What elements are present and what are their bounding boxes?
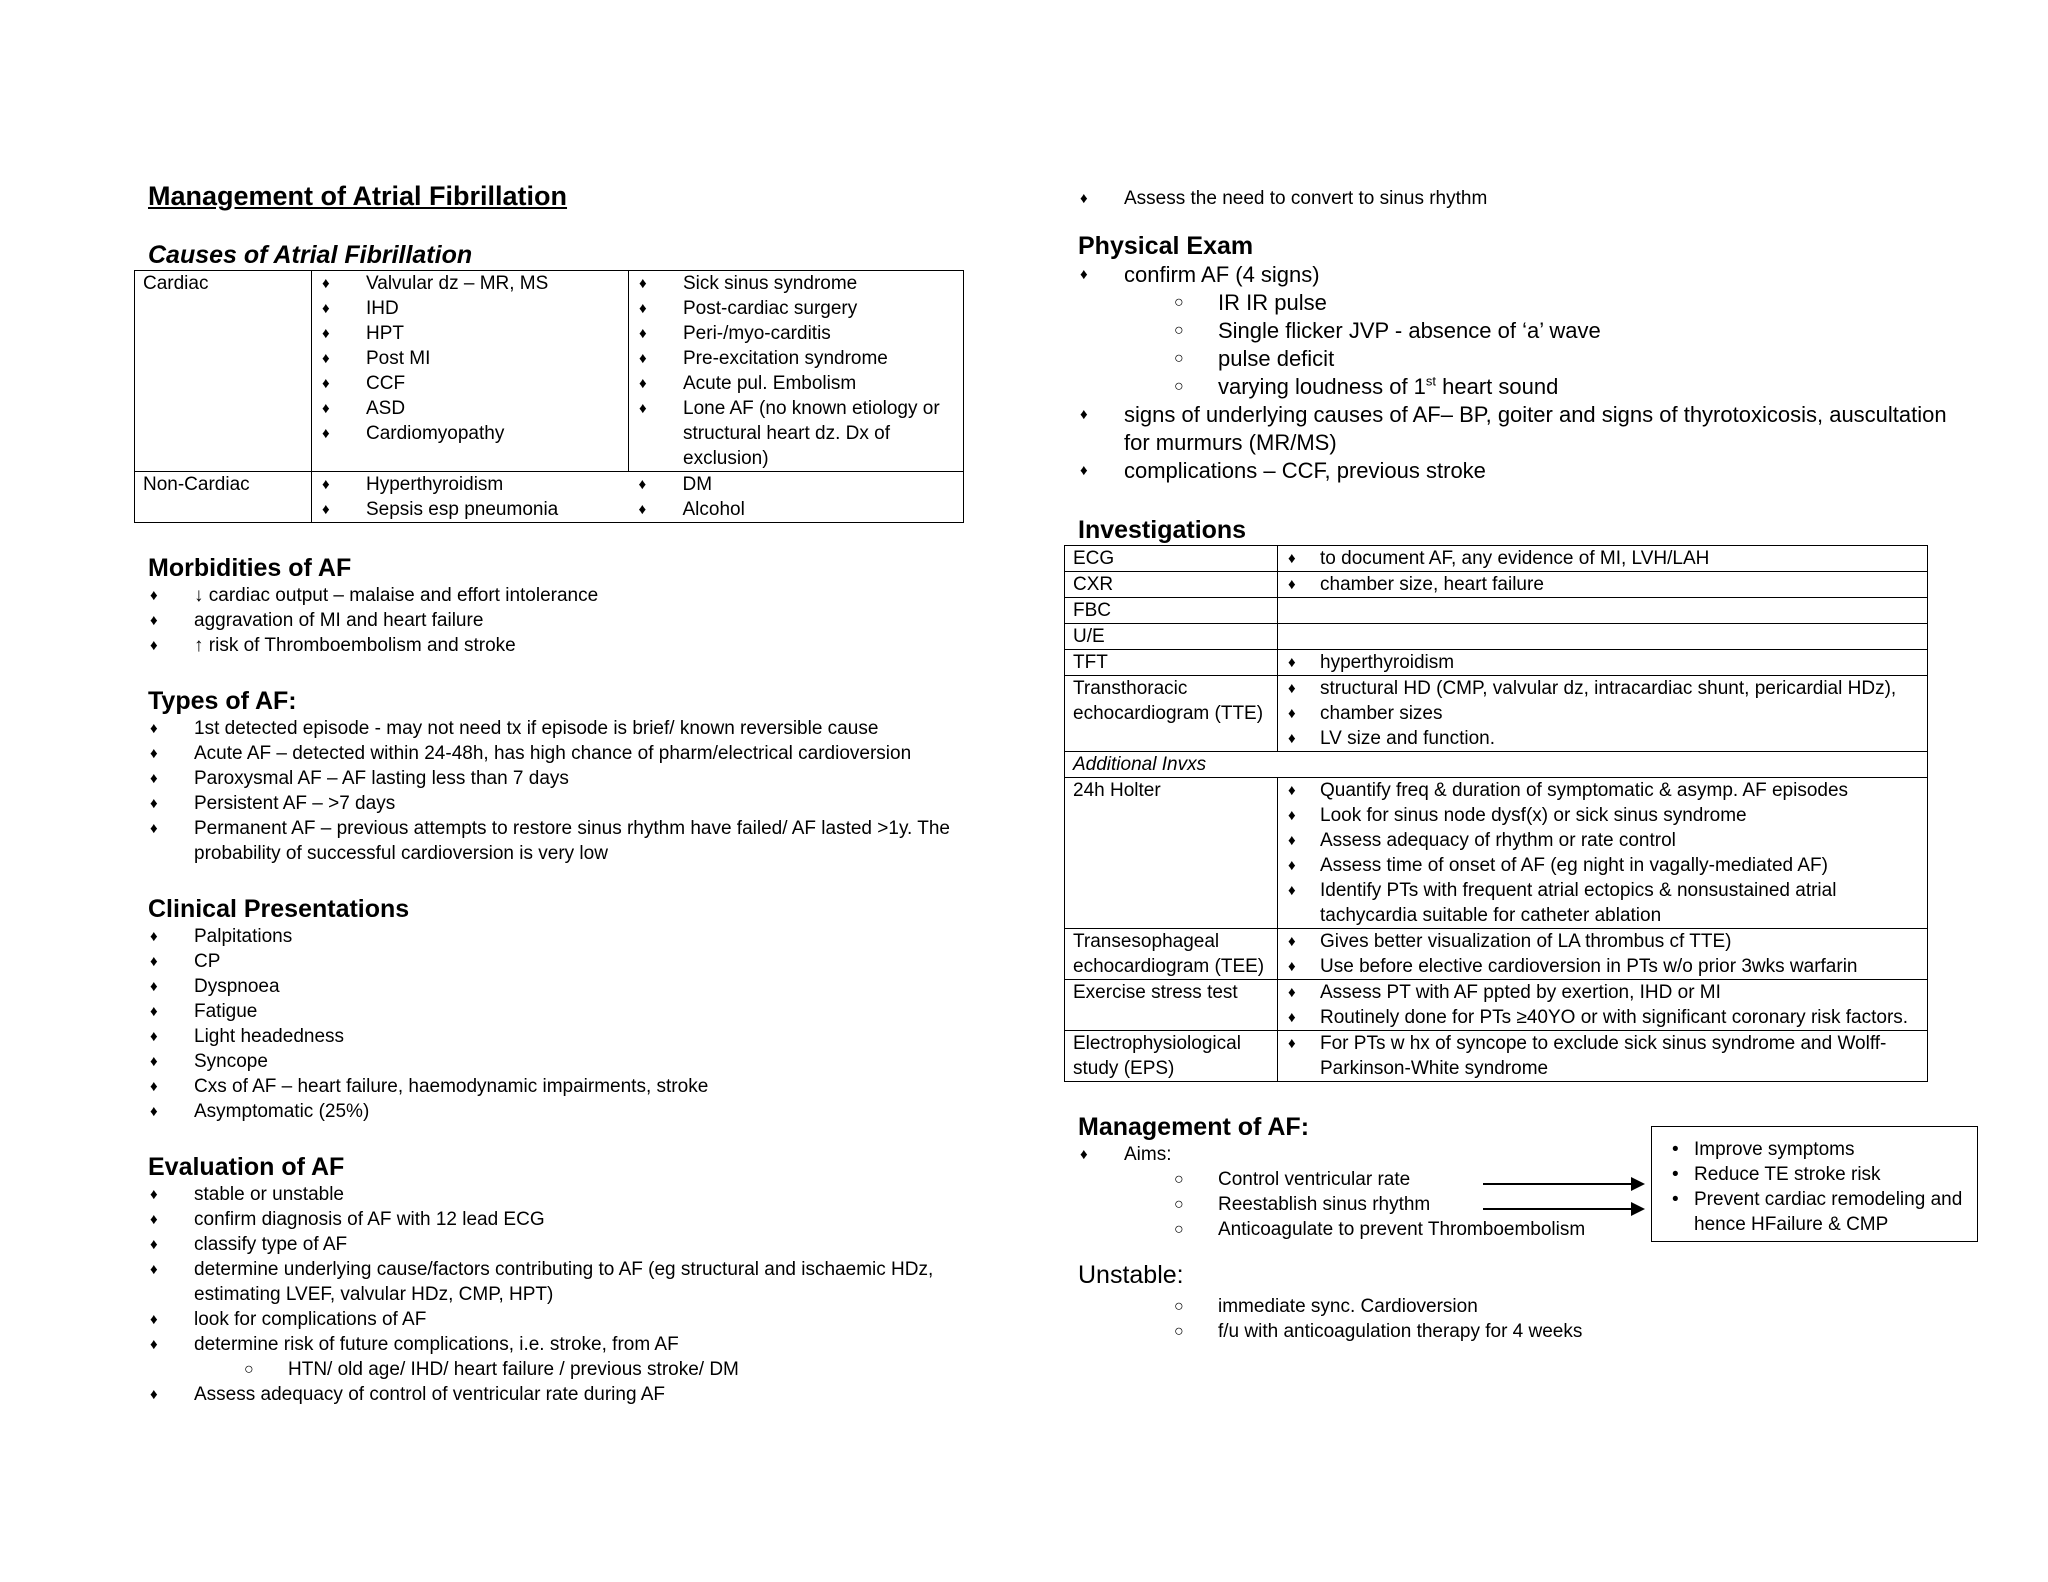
noncardiac-causes-list-2 [637,472,956,522]
list-item: ♦ signs of underlying causes of AF– BP, goiter and signs of thyrotoxicosis, auscultation for murmurs (MR/MS) [1078,401,1978,457]
list-item: ○ pulse deficit [1078,345,1978,373]
list-item: ♦ Alcohol [637,497,956,522]
types-list [148,716,1018,866]
list-item: ♦ Permanent AF – previous attempts to restore sinus rhythm have failed/ AF lasted >1y. The probability of successful cardioversion is very low [148,816,1018,866]
list-item: ○ HTN/ old age/ IHD/ heart failure / previous stroke/ DM [148,1357,1018,1382]
convert-list [1078,186,1978,211]
arrow-icon [1483,1183,1643,1185]
list-item: ♦ Identify PTs with frequent atrial ectopics & nonsustained atrial tachycardia suitable for catheter ablation [1286,878,1919,928]
table-row [1065,752,1928,778]
list-item: ♦ complications – CCF, previous stroke [1078,457,1978,485]
unstable-heading: Unstable: [1078,1261,1184,1289]
list-item: ♦ Dyspnoea [148,974,1018,999]
list-item: ♦ Post-cardiac surgery [637,296,955,321]
list-item: ♦ DM [637,472,956,497]
exam-list-2 [1078,401,1978,485]
list-item: ♦ Pre-excitation syndrome [637,346,955,371]
list-item: ♦ hyperthyroidism [1286,650,1919,675]
table-row: CXR ♦ chamber size, heart failure [1065,572,1928,598]
list-item: ♦ Cardiomyopathy [320,421,620,446]
list-item: ♦ Sick sinus syndrome [637,271,955,296]
table-row: Transthoracic echocardiogram (TTE) ♦ structural HD (CMP, valvular dz, intracardiac shunt, pericardial HDz), ♦ chamber sizes ♦ LV size and function. [1065,676,1928,752]
management-section [1078,1112,1978,1242]
list-item: • Reduce TE stroke risk [1666,1162,1967,1187]
exam-list [1078,261,1978,289]
list-item: ♦ Paroxysmal AF – AF lasting less than 7 days [148,766,1018,791]
list-item: ○ Control ventricular rate [1078,1167,1978,1192]
af-signs-list [1078,289,1978,401]
noncardiac-causes-list-1 [320,472,621,522]
table-row: Electrophysiological study (EPS) ♦ For PTs w hx of syncope to exclude sick sinus syndrome and Wolff-Parkinson-White syndrome [1065,1031,1928,1082]
morbidities-section [148,553,1018,658]
list-item: ♦ CCF [320,371,620,396]
list-item: • Improve symptoms [1666,1137,1967,1162]
morbidities-heading: Morbidities of AF [148,554,352,582]
list-item: ♦ CP [148,949,1018,974]
goals-box [1651,1126,1978,1242]
list-item: ♦ Aims: [1078,1142,1978,1167]
additional-invxs-label: Additional Invxs [1065,752,1928,778]
list-item: ♦ to document AF, any evidence of MI, LVH/LAH [1286,546,1919,571]
list-item: ♦ LV size and function. [1286,726,1919,751]
list-item: ♦ HPT [320,321,620,346]
investigations-heading: Investigations [1078,516,1247,544]
clinical-heading: Clinical Presentations [148,895,410,923]
list-item: ○ f/u with anticoagulation therapy for 4 weeks [1078,1319,1978,1344]
evaluation-heading: Evaluation of AF [148,1153,345,1181]
list-item: ♦ Persistent AF – >7 days [148,791,1018,816]
list-item: ♦ Syncope [148,1049,1018,1074]
list-item: ♦ Asymptomatic (25%) [148,1099,1018,1124]
table-row [135,472,964,523]
left-column [143,180,1018,1407]
list-item: ♦ 1st detected episode - may not need tx if episode is brief/ known reversible cause [148,716,1018,741]
list-item: ○ Single flicker JVP - absence of ‘a’ wave [1078,317,1978,345]
investigations-table [1064,545,1928,1082]
list-item: ♦ Assess the need to convert to sinus rhythm [1078,186,1978,211]
clinical-section [148,894,1018,1124]
table-row: 24h Holter ♦ Quantify freq & duration of symptomatic & asymp. AF episodes ♦ Look for sinus node dysf(x) or sick sinus syndrome ♦ Assess adequacy of rhythm or rate control ♦ Assess time of onset of AF (eg night in vagally-mediated AF) ♦ Identify PTs with frequent atrial ectopics & nonsustained atrial tachycardia suitable for catheter ablation [1065,778,1928,929]
risk-factors-list [148,1357,1018,1382]
list-item: ♦ confirm AF (4 signs) [1078,261,1978,289]
list-item: ♦ stable or unstable [148,1182,1018,1207]
list-item: • Prevent cardiac remodeling and hence HFailure & CMP [1666,1187,1967,1237]
list-item: ♦ ↑ risk of Thromboembolism and stroke [148,633,1018,658]
cardiac-causes-list-2 [637,271,955,471]
list-item: ♦ Palpitations [148,924,1018,949]
table-row: FBC [1065,598,1928,624]
list-item: ♦ chamber sizes [1286,701,1919,726]
unstable-list [1078,1294,1978,1344]
right-column [1073,186,1978,1344]
table-row: TFT ♦ hyperthyroidism [1065,650,1928,676]
unstable-section [1078,1260,1978,1344]
list-item: ♦ Assess adequacy of rhythm or rate control [1286,828,1919,853]
list-item: ♦ Use before elective cardioversion in PTs w/o prior 3wks warfarin [1286,954,1919,979]
list-item: ♦ For PTs w hx of syncope to exclude sick sinus syndrome and Wolff-Parkinson-White syndrome [1286,1031,1919,1081]
list-item: ♦ Cxs of AF – heart failure, haemodynamic impairments, stroke [148,1074,1018,1099]
list-item: ○ Anticoagulate to prevent Thromboembolism [1078,1217,1978,1242]
list-item: ♦ IHD [320,296,620,321]
clinical-list [148,924,1018,1124]
cardiac-causes-list-1 [320,271,620,446]
causes-label-cardiac: Cardiac [135,271,312,472]
goals-list [1666,1137,1967,1237]
exam-section [1078,231,1978,485]
list-item: ♦ determine underlying cause/factors contributing to AF (eg structural and ischaemic HDz, estimating LVEF, valvular HDz, CMP, HPT) [148,1257,1018,1307]
exam-heading: Physical Exam [1078,232,1254,260]
list-item: ♦ Valvular dz – MR, MS [320,271,620,296]
list-item: ○ IR IR pulse [1078,289,1978,317]
list-item: ♦ confirm diagnosis of AF with 12 lead ECG [148,1207,1018,1232]
table-row [135,271,964,472]
list-item: ♦ Acute AF – detected within 24-48h, has high chance of pharm/electrical cardioversion [148,741,1018,766]
list-item: ♦ classify type of AF [148,1232,1018,1257]
management-heading: Management of AF: [1078,1113,1310,1141]
list-item: ♦ Light headedness [148,1024,1018,1049]
list-item: ♦ Peri-/myo-carditis [637,321,955,346]
evaluation-list-last [148,1382,1018,1407]
list-item: ○ immediate sync. Cardioversion [1078,1294,1978,1319]
causes-heading: Causes of Atrial Fibrillation [148,241,473,269]
list-item: ♦ Acute pul. Embolism [637,371,955,396]
list-item: ♦ ↓ cardiac output – malaise and effort intolerance [148,583,1018,608]
list-item: ♦ Fatigue [148,999,1018,1024]
causes-label-noncardiac: Non-Cardiac [135,472,312,523]
morbidities-list [148,583,1018,658]
list-item: ♦ determine risk of future complications, i.e. stroke, from AF [148,1332,1018,1357]
list-item: ♦ Lone AF (no known etiology or structural heart dz. Dx of exclusion) [637,396,955,471]
list-item: ○ varying loudness of 1st heart sound [1078,373,1978,401]
types-section [148,686,1018,866]
causes-table [134,270,964,523]
evaluation-list [148,1182,1018,1357]
list-item: ♦ Hyperthyroidism [320,472,621,497]
arrow-icon [1483,1208,1643,1210]
list-item: ♦ Assess adequacy of control of ventricular rate during AF [148,1382,1018,1407]
list-item: ♦ Sepsis esp pneumonia [320,497,621,522]
list-item: ○ Reestablish sinus rhythm [1078,1192,1978,1217]
investigations-section [1073,515,1978,1082]
table-row: ECG ♦ to document AF, any evidence of MI, LVH/LAH [1065,546,1928,572]
page-title: Management of Atrial Fibrillation [148,181,568,211]
evaluation-section [148,1152,1018,1407]
types-heading: Types of AF: [148,687,297,715]
list-item: ♦ look for complications of AF [148,1307,1018,1332]
list-item: ♦ ASD [320,396,620,421]
list-item: ♦ structural HD (CMP, valvular dz, intracardiac shunt, pericardial HDz), [1286,676,1919,701]
table-row: U/E [1065,624,1928,650]
list-item: ♦ Gives better visualization of LA thrombus cf TTE) [1286,929,1919,954]
table-row: Exercise stress test ♦ Assess PT with AF ppted by exertion, IHD or MI ♦ Routinely done for PTs ≥40YO or with significant coronary risk factors. [1065,980,1928,1031]
list-item: ♦ chamber size, heart failure [1286,572,1919,597]
table-row: Transesophageal echocardiogram (TEE) ♦ Gives better visualization of LA thrombus cf TTE) ♦ Use before elective cardioversion in PTs w/o prior 3wks warfarin [1065,929,1928,980]
list-item: ♦ Assess time of onset of AF (eg night in vagally-mediated AF) [1286,853,1919,878]
list-item: ♦ Look for sinus node dysf(x) or sick sinus syndrome [1286,803,1919,828]
list-item: ♦ Post MI [320,346,620,371]
list-item: ♦ aggravation of MI and heart failure [148,608,1018,633]
list-item: ♦ Quantify freq & duration of symptomatic & asymp. AF episodes [1286,778,1919,803]
list-item: ♦ Assess PT with AF ppted by exertion, IHD or MI [1286,980,1919,1005]
list-item: ♦ Routinely done for PTs ≥40YO or with significant coronary risk factors. [1286,1005,1919,1030]
